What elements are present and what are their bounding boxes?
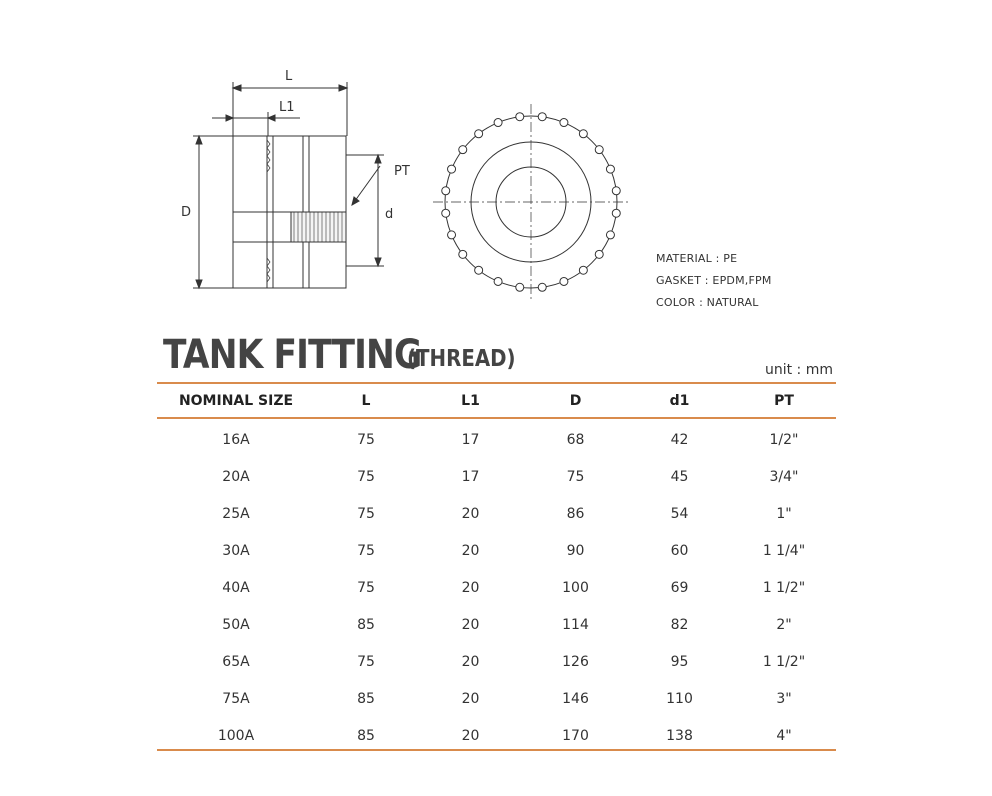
cell: 1 1/2" <box>762 579 806 596</box>
cell: 42 <box>670 431 689 448</box>
knurl-bump <box>538 113 546 121</box>
knurl-bump <box>459 146 467 154</box>
cell: 75 <box>357 505 375 522</box>
cell: 75 <box>357 653 375 670</box>
header-D: D <box>569 392 582 409</box>
knurl-bump <box>606 165 614 173</box>
cell: 20 <box>461 690 480 707</box>
cell: 75A <box>222 690 250 707</box>
cell: 100 <box>562 579 589 596</box>
gasket-line: GASKET : EPDM,FPM <box>656 274 772 287</box>
cell: 75 <box>566 468 585 485</box>
cell: 25A <box>222 505 250 522</box>
cell: 20 <box>461 579 480 596</box>
table-row <box>157 717 836 754</box>
cell: 86 <box>566 505 585 522</box>
cell: 1 1/2" <box>762 653 806 670</box>
title-sub: (THREAD) <box>407 346 516 372</box>
cell: 20 <box>461 616 480 633</box>
unit-label: unit : mm <box>764 362 833 378</box>
knurl-bump <box>612 209 620 217</box>
header-L1: L1 <box>461 392 480 409</box>
cell: 146 <box>562 690 589 707</box>
title-main: TANK FITTING <box>163 332 422 378</box>
knurl-bump <box>459 250 467 258</box>
table-row <box>157 643 836 680</box>
cell: 54 <box>670 505 689 522</box>
cell: 20 <box>461 653 480 670</box>
technical-drawing <box>0 0 992 330</box>
cell: 60 <box>670 542 689 559</box>
cell: 110 <box>666 690 693 707</box>
cell: 170 <box>562 727 589 744</box>
knurl-bump <box>494 277 502 285</box>
cell: 75 <box>357 579 375 596</box>
dim-D-label: D <box>181 205 192 220</box>
cell: 75 <box>357 542 375 559</box>
dim-PT-label: PT <box>394 164 410 179</box>
cell: 126 <box>562 653 589 670</box>
knurl-bump <box>516 283 524 291</box>
knurl-bump <box>442 209 450 217</box>
cell: 100A <box>217 727 255 744</box>
cell: 3" <box>776 690 792 707</box>
cell: 4" <box>776 727 792 744</box>
table-row <box>157 569 836 606</box>
cell: 20A <box>222 468 250 485</box>
cell: 20 <box>461 505 480 522</box>
table-row <box>157 606 836 643</box>
header-d1: d1 <box>669 392 690 409</box>
knurl-bump <box>560 119 568 127</box>
knurl-bump <box>606 231 614 239</box>
knurl-bump <box>516 113 524 121</box>
cell: 40A <box>222 579 250 596</box>
table-row <box>157 458 836 495</box>
knurl-bump <box>595 250 603 258</box>
knurl-bump <box>560 277 568 285</box>
product-title <box>163 332 516 378</box>
knurl-bump <box>448 231 456 239</box>
cell: 85 <box>357 616 375 633</box>
cell: 138 <box>666 727 693 744</box>
cell: 50A <box>222 616 250 633</box>
table-row <box>157 680 836 717</box>
cell: 17 <box>461 468 480 485</box>
knurl-bump <box>538 283 546 291</box>
header-L: L <box>361 392 371 409</box>
table-header-row <box>157 384 836 417</box>
cell: 1/2" <box>769 431 799 448</box>
spec-table <box>157 384 836 754</box>
cell: 1 1/4" <box>762 542 806 559</box>
cell: 68 <box>566 431 585 448</box>
material-line: MATERIAL : PE <box>656 252 738 265</box>
knurl-bump <box>579 266 587 274</box>
knurl-bump <box>595 146 603 154</box>
knurl-bump <box>448 165 456 173</box>
cell: 85 <box>357 690 375 707</box>
cell: 65A <box>222 653 250 670</box>
knurl-bump <box>579 130 587 138</box>
cell: 30A <box>222 542 250 559</box>
cell: 75 <box>357 431 375 448</box>
dim-d-label: d <box>385 207 394 222</box>
cell: 3/4" <box>769 468 799 485</box>
material-spec <box>656 248 772 314</box>
cell: 1" <box>776 505 792 522</box>
cell: 75 <box>357 468 375 485</box>
cell: 20 <box>461 542 480 559</box>
knurl-bump <box>475 266 483 274</box>
table-row <box>157 495 836 532</box>
cell: 114 <box>562 616 589 633</box>
knurl-bump <box>612 187 620 195</box>
header-nominal-size: NOMINAL SIZE <box>178 392 294 409</box>
cell: 16A <box>222 431 250 448</box>
cell: 45 <box>670 468 689 485</box>
cell: 95 <box>670 653 689 670</box>
knurl-bump <box>442 187 450 195</box>
cell: 69 <box>670 579 689 596</box>
knurl-bump <box>475 130 483 138</box>
color-line: COLOR : NATURAL <box>656 296 759 309</box>
cell: 85 <box>357 727 375 744</box>
dim-L-label: L <box>285 69 293 84</box>
table-row <box>157 532 836 569</box>
header-PT: PT <box>774 392 794 409</box>
cell: 82 <box>670 616 689 633</box>
cell: 2" <box>776 616 792 633</box>
dim-L1-label: L1 <box>279 100 295 115</box>
cell: 90 <box>566 542 585 559</box>
cell: 17 <box>461 431 480 448</box>
knurl-bump <box>494 119 502 127</box>
table-row <box>157 417 836 458</box>
cell: 20 <box>461 727 480 744</box>
